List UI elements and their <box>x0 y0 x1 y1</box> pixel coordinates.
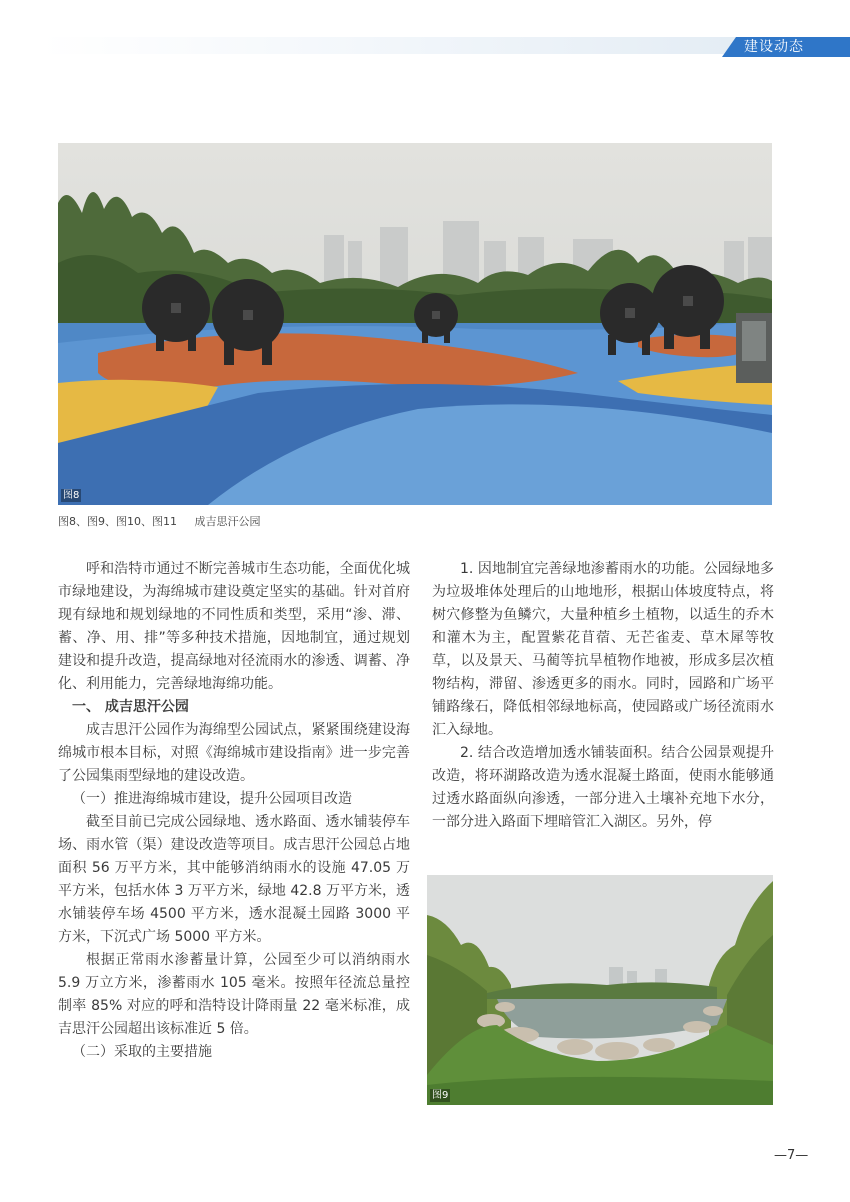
header-gradient-band <box>40 37 760 54</box>
paragraph-progress: 截至目前已完成公园绿地、透水路面、透水铺装停车场、雨水管（渠）建设改造等项目。成吉思汗公园总占地面积 56 万平方米，其中能够消纳雨水的设施 47.05 万平方米，包括水体 3 万平方米，绿地 42.8 万平方米，透水铺装停车场 4500 平方米，透水混凝土园路 3000 平方米，下沉式广场 5000 平方米。 <box>58 814 410 945</box>
subsection-heading-2: （二）采取的主要措施 <box>72 1044 212 1060</box>
section-heading-1: 一、 成吉思汗公园 <box>72 699 189 715</box>
lake-photo <box>427 875 773 1105</box>
right-column <box>432 558 774 834</box>
paragraph-intro: 呼和浩特市通过不断完善城市生态功能，全面优化城市绿地建设，为海绵城市建设奠定坚实的基础。针对首府现有绿地和规划绿地的不同性质和类型，采用“渗、滞、蓄、净、用、排”等多种技术措施，因地制宜，通过规划建设和提升改造，提高绿地对径流雨水的渗透、调蓄、净化、利用能力，完善绿地海绵功能。 <box>58 561 410 692</box>
page-number: —7— <box>774 1148 809 1163</box>
paragraph-rainwater: 根据正常雨水渗蓄量计算，公园至少可以消纳雨水 5.9 万立方米，渗蓄雨水 105 毫米。按照年径流总量控制率 85% 对应的呼和浩特设计降雨量 22 毫米标准，成吉思汗公园超出该标准近 5 倍。 <box>58 952 410 1037</box>
figure-caption: 图8、图9、图10、图11 成吉思汗公园 <box>58 515 261 528</box>
subsection-heading-1: （一）推进海绵城市建设，提升公园项目改造 <box>72 791 352 807</box>
paragraph-park-intro: 成吉思汗公园作为海绵型公园试点，紧紧围绕建设海绵城市根本目标，对照《海绵城市建设指南》进一步完善了公园集雨型绿地的建设改造。 <box>58 722 410 784</box>
paragraph-measure-1: 1. 因地制宜完善绿地渗蓄雨水的功能。公园绿地多为垃圾堆体处理后的山地地形，根据山体坡度特点，将树穴修整为鱼鳞穴，大量种植乡土植物，以适生的乔木和灌木为主，配置紫花苜蓿、无芒雀麦、草木犀等牧草，以及景天、马蔺等抗旱植物作地被，形成多层次植物结构，滞留、渗透更多的雨水。同时，园路和广场平铺路缘石，降低相邻绿地标高，使园路或广场径流雨水汇入绿地。 <box>432 561 774 738</box>
left-column <box>58 558 410 1064</box>
section-label: 建设动态 <box>744 39 804 55</box>
plaza-photo <box>58 143 772 505</box>
paragraph-measure-2: 2. 结合改造增加透水铺装面积。结合公园景观提升改造，将环湖路改造为透水混凝土路面，使雨水能够通过透水路面纵向渗透，一部分进入土壤补充地下水分，一部分进入路面下埋暗管汇入湖区。另外，停 <box>432 745 774 830</box>
figure-9-tag: 图9 <box>432 1090 449 1101</box>
figure-8-tag: 图8 <box>63 490 80 501</box>
